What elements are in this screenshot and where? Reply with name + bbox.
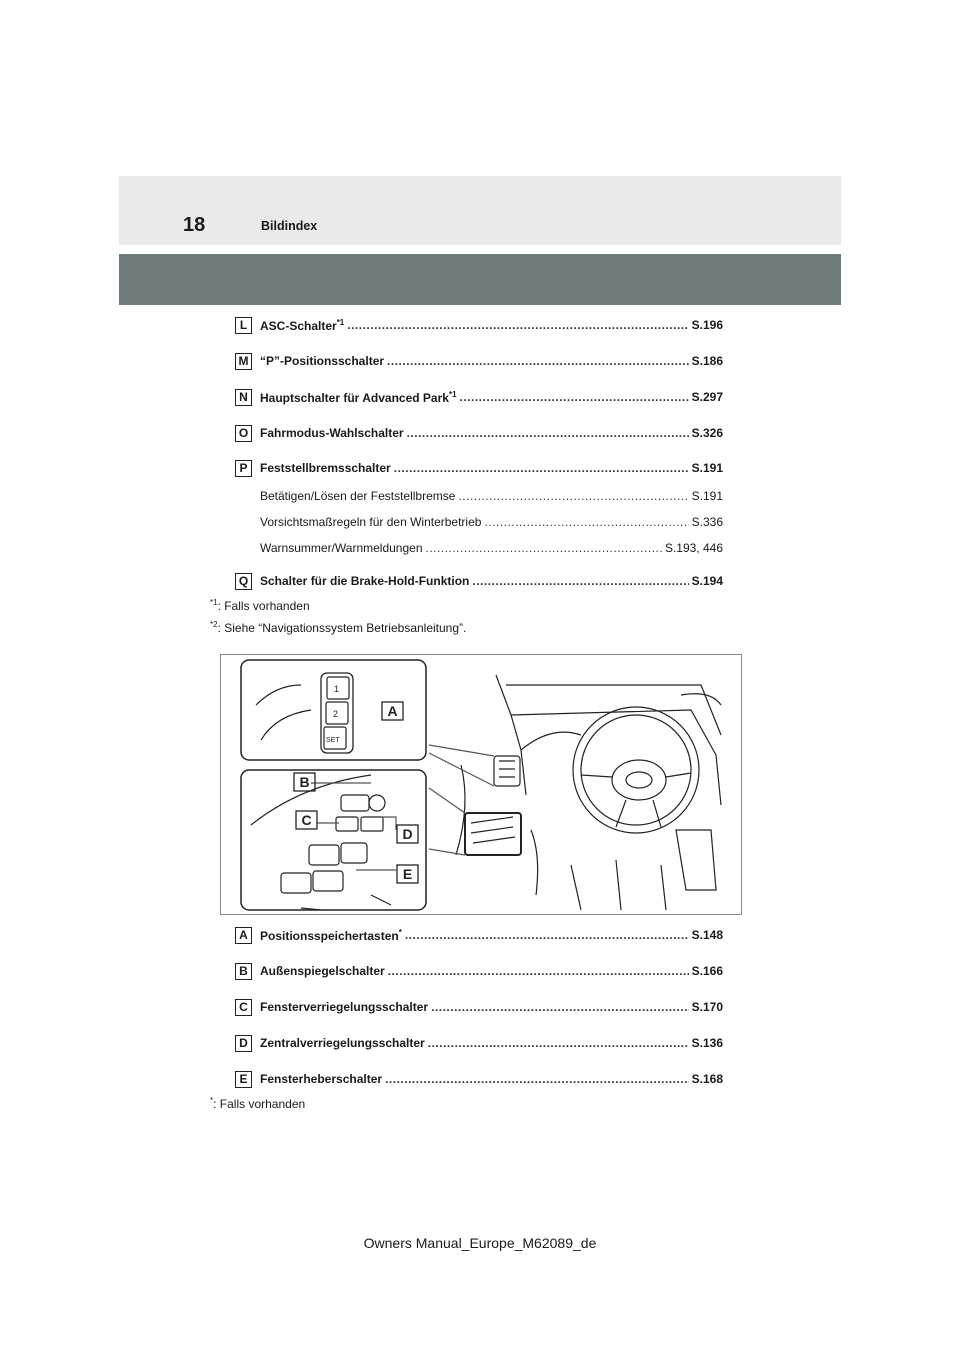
entry-letter: A xyxy=(235,927,252,944)
callout-d: D xyxy=(402,826,413,842)
entry-letter: L xyxy=(235,317,252,334)
entry-label: Warnsummer/Warnmeldungen xyxy=(260,541,423,555)
page-reference: S.148 xyxy=(691,928,723,942)
page-reference: S.166 xyxy=(691,964,723,978)
page-reference: S.170 xyxy=(691,1000,723,1014)
memory-button-2-label: 2 xyxy=(333,709,339,719)
page-reference: S.191 xyxy=(691,489,723,503)
entry-label: “P”-Positionsschalter xyxy=(260,354,385,368)
callout-a: A xyxy=(387,703,398,719)
memory-set-button-label: SET xyxy=(326,737,340,744)
sub-entry[interactable] xyxy=(260,513,723,531)
leader-dots xyxy=(407,426,689,440)
leader-dots xyxy=(388,964,689,978)
leader-dots xyxy=(458,489,688,503)
header-bar xyxy=(119,176,841,245)
leader-dots xyxy=(385,1072,689,1086)
index-entry-e[interactable] xyxy=(235,1070,723,1088)
entry-label: Vorsichtsmaßregeln für den Winterbetrieb xyxy=(260,515,482,529)
index-entry-b[interactable] xyxy=(235,962,723,980)
page-reference: S.297 xyxy=(691,390,723,404)
callout-c: C xyxy=(301,812,312,828)
entry-letter: C xyxy=(235,999,252,1016)
page-reference: S.136 xyxy=(691,1036,723,1050)
page-reference: S.168 xyxy=(691,1072,723,1086)
page-reference: S.326 xyxy=(691,426,723,440)
index-entry-q[interactable] xyxy=(235,572,723,590)
leader-dots xyxy=(431,1000,689,1014)
index-entry-d[interactable] xyxy=(235,1034,723,1052)
leader-dots xyxy=(484,515,688,529)
leader-dots xyxy=(426,541,662,555)
index-entry-p[interactable] xyxy=(235,459,723,477)
page-reference: S.186 xyxy=(691,354,723,368)
index-entry-m[interactable] xyxy=(235,352,723,370)
entry-label: Fensterheberschalter xyxy=(260,1072,383,1086)
footnote-2: $^{*2}$: Siehe “Navigationssystem Betriebsanleitung”. xyxy=(210,620,467,635)
entry-letter: E xyxy=(235,1071,252,1088)
entry-label: Betätigen/Lösen der Feststellbremse xyxy=(260,489,456,503)
entry-label: Fensterverriegelungsschalter xyxy=(260,1000,429,1014)
sub-entry[interactable] xyxy=(260,487,723,505)
section-title: Bildindex xyxy=(261,219,318,233)
page-number: 18 xyxy=(183,214,206,236)
page-reference: S.196 xyxy=(691,318,723,332)
entry-label: Außenspiegelschalter xyxy=(260,964,385,978)
leader-dots xyxy=(394,461,689,475)
entry-letter: D xyxy=(235,1035,252,1052)
memory-button-1-label: 1 xyxy=(334,684,340,694)
leader-dots xyxy=(460,390,689,404)
entry-letter: O xyxy=(235,425,252,442)
entry-letter: Q xyxy=(235,573,252,590)
footnote-1: $^{*1}$: Falls vorhanden xyxy=(210,598,310,613)
entry-letter: P xyxy=(235,460,252,477)
page-reference: S.336 xyxy=(691,515,723,529)
leader-dots xyxy=(428,1036,689,1050)
leader-dots xyxy=(405,928,689,942)
entry-label: Hauptschalter für Advanced Park$^{*1}$ xyxy=(260,389,457,405)
entry-label: Feststellbremsschalter xyxy=(260,461,391,475)
entry-letter: N xyxy=(235,389,252,406)
leader-dots xyxy=(472,574,688,588)
index-entry-a[interactable] xyxy=(235,926,723,944)
entry-letter: B xyxy=(235,963,252,980)
leader-dots xyxy=(347,318,688,332)
entry-label: Zentralverriegelungsschalter xyxy=(260,1036,425,1050)
footnote-bottom: *: Falls vorhanden xyxy=(210,1096,306,1111)
entry-label: Schalter für die Brake-Hold-Funktion xyxy=(260,574,470,588)
page-reference: S.194 xyxy=(691,574,723,588)
header-band xyxy=(119,254,841,305)
footer-text: Owners Manual_Europe_M62089_de xyxy=(363,1235,597,1251)
callout-e: E xyxy=(402,866,413,882)
entry-label: ASC-Schalter$^{*1}$ xyxy=(260,317,345,333)
entry-label: Fahrmodus-Wahlschalter xyxy=(260,426,404,440)
leader-dots xyxy=(387,354,689,368)
page-reference: S.191 xyxy=(691,461,723,475)
sub-entry[interactable] xyxy=(260,539,723,557)
index-entry-c[interactable] xyxy=(235,998,723,1016)
page-reference: S.193, 446 xyxy=(664,541,723,555)
callout-b: B xyxy=(299,774,310,790)
index-entry-o[interactable] xyxy=(235,424,723,442)
door-switch-illustration xyxy=(220,654,742,915)
entry-label: Positionsspeichertasten* xyxy=(260,927,402,943)
entry-letter: M xyxy=(235,353,252,370)
index-entry-n[interactable] xyxy=(235,388,723,406)
index-entry-l[interactable] xyxy=(235,316,723,334)
